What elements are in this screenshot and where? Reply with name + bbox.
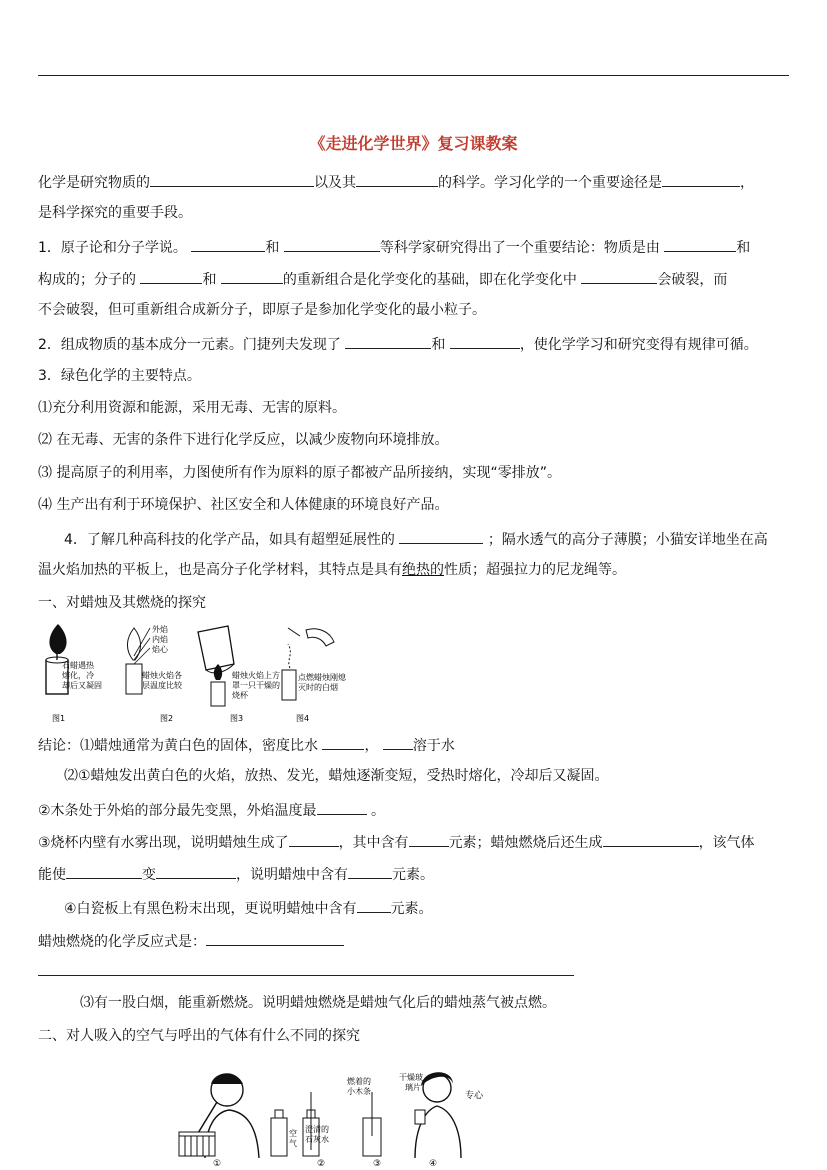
svg-text:③: ③ <box>373 1159 382 1169</box>
conclusion-8: ⑶有一股白烟，能重新燃烧。说明蜡烛燃烧是蜡烛气化后的蜡烛蒸气被点燃。 <box>80 995 556 1011</box>
blank[interactable] <box>156 863 236 879</box>
figure-burning-stick <box>347 1076 381 1169</box>
svg-text:内焰: 内焰 <box>152 635 168 644</box>
svg-text:图4: 图4 <box>296 714 310 723</box>
candle-experiment-figure <box>38 620 346 724</box>
blank[interactable] <box>221 268 283 284</box>
reaction-equation-line: 蜡烛燃烧的化学反应式是： <box>38 930 344 952</box>
svg-text:蜡烛火焰各: 蜡烛火焰各 <box>142 671 182 680</box>
svg-text:空: 空 <box>289 1129 297 1138</box>
svg-text:罩一只干燥的: 罩一只干燥的 <box>232 681 280 690</box>
conclusion-3: ②木条处于外焰的部分最先变黑，外焰温度最 。 <box>38 799 385 821</box>
figure-person-blowing <box>179 1074 259 1170</box>
blank[interactable] <box>664 236 736 252</box>
conclusion-2: ⑵①蜡烛发出黄白色的火焰，放热、发光，蜡烛逐渐变短，受热时熔化，冷却后又凝固。 <box>64 768 609 784</box>
figure-1-candle <box>46 624 102 723</box>
svg-text:图1: 图1 <box>52 714 66 723</box>
conclusion-1: 结论：⑴蜡烛通常为黄白色的固体，密度比水 ， 溶于水 <box>38 734 455 756</box>
svg-text:②: ② <box>317 1159 326 1169</box>
svg-text:①: ① <box>213 1159 222 1169</box>
section-1-heading: 一、对蜡烛及其燃烧的探究 <box>38 595 206 611</box>
blank[interactable] <box>581 268 657 284</box>
svg-text:石蜡遇热: 石蜡遇热 <box>62 661 94 670</box>
p2-line: 2．组成物质的基本成分一元素。门捷列夫发现了 和 ，使化学学习和研究变得有规律可循。 <box>38 333 758 355</box>
blank[interactable] <box>322 734 364 750</box>
blank[interactable] <box>399 528 483 544</box>
figure-3-beaker <box>198 626 280 723</box>
svg-text:澄清的: 澄清的 <box>305 1125 329 1134</box>
p3-item-2: ⑵ 在无毒、无害的条件下进行化学反应，以减少废物向环境排放。 <box>38 432 449 448</box>
svg-text:气: 气 <box>289 1139 297 1148</box>
blank[interactable] <box>284 236 380 252</box>
blank[interactable] <box>150 171 314 187</box>
svg-text:外焰: 外焰 <box>152 625 168 634</box>
blank[interactable] <box>191 236 265 252</box>
page-title: 《走进化学世界》复习课教案 <box>309 134 518 153</box>
section-2-heading: 二、对人吸入的空气与呼出的气体有什么不同的探究 <box>38 1028 360 1044</box>
figure-person-glass <box>399 1072 484 1169</box>
p3-item-3: ⑶ 提高原子的利用率，力图使所有作为原料的原子都被产品所接纳，实现“零排放”。 <box>38 465 561 481</box>
p1-line-2: 构成的；分子的 和 的重新组合是化学变化的基础，即在化学变化中 会破裂，而 <box>38 268 727 290</box>
conclusion-5: 能使 变 ，说明蜡烛中含有 元素。 <box>38 863 434 885</box>
intro-line-2: 是科学探究的重要手段。 <box>38 205 192 221</box>
header-rule <box>38 75 789 76</box>
breath-experiment-figure <box>175 1062 495 1168</box>
conclusion-6: ④白瓷板上有黑色粉末出现，更说明蜡烛中含有 元素。 <box>64 897 433 919</box>
svg-text:④: ④ <box>429 1159 438 1169</box>
svg-text:焰心: 焰心 <box>152 645 168 654</box>
blank[interactable] <box>348 863 392 879</box>
figure-2-flame-layers <box>126 624 183 723</box>
conclusion-4: ③烧杯内壁有水雾出现，说明蜡烛生成了 ，其中含有 元素；蜡烛燃烧后还生成 ，该气体 <box>38 831 755 853</box>
svg-text:干燥玻: 干燥玻 <box>399 1073 423 1082</box>
blank[interactable] <box>317 799 367 815</box>
svg-text:熔化，冷: 熔化，冷 <box>62 671 94 680</box>
blank[interactable] <box>356 171 438 187</box>
figure-4-white-smoke <box>282 628 347 723</box>
p1-line-1: 1．原子论和分子学说。 和 等科学家研究得出了一个重要结论：物质是由 和 <box>38 236 750 258</box>
blank[interactable] <box>409 831 449 847</box>
figure-bottles <box>271 1092 329 1169</box>
answer-rule <box>38 975 574 976</box>
svg-text:层温度比较: 层温度比较 <box>142 681 182 690</box>
blank[interactable] <box>603 831 699 847</box>
svg-text:灭时的白烟: 灭时的白烟 <box>298 683 338 692</box>
svg-text:小木条: 小木条 <box>347 1087 371 1096</box>
svg-text:图2: 图2 <box>160 714 174 723</box>
svg-text:烧杯: 烧杯 <box>232 691 248 700</box>
p4-line-2: 温火焰加热的平板上，也是高分子化学材料，其特点是具有绝热的性质；超强拉力的尼龙绳等。 <box>38 562 626 578</box>
blank[interactable] <box>383 734 413 750</box>
svg-text:蜡烛火焰上方: 蜡烛火焰上方 <box>232 671 280 680</box>
blank[interactable] <box>140 268 202 284</box>
p4-line-1: 4．了解几种高科技的化学产品，如具有超塑延展性的 ；隔水透气的高分子薄膜；小猫安详地坐在高 <box>64 528 768 550</box>
p3-item-1: ⑴充分利用资源和能源，采用无毒、无害的原料。 <box>38 400 346 416</box>
svg-text:璃片: 璃片 <box>405 1083 421 1092</box>
blank[interactable] <box>450 333 520 349</box>
blank[interactable] <box>357 897 391 913</box>
blank[interactable] <box>345 333 431 349</box>
blank[interactable] <box>289 831 339 847</box>
intro-line-1: 化学是研究物质的 以及其 的科学。学习化学的一个重要途径是 ， <box>38 171 754 193</box>
blank[interactable] <box>66 863 142 879</box>
p3-item-4: ⑷ 生产出有利于环境保护、社区安全和人体健康的环境良好产品。 <box>38 497 449 513</box>
blank[interactable] <box>662 171 740 187</box>
svg-text:石灰水: 石灰水 <box>305 1135 329 1144</box>
p3-heading: 3．绿色化学的主要特点。 <box>38 368 201 384</box>
svg-text:专心: 专心 <box>465 1091 484 1101</box>
svg-text:点燃蜡烛刚熄: 点燃蜡烛刚熄 <box>298 673 346 682</box>
p1-line-3: 不会破裂，但可重新组合成新分子，即原子是参加化学变化的最小粒子。 <box>38 302 486 318</box>
svg-text:却后又凝固: 却后又凝固 <box>62 681 102 690</box>
svg-text:图3: 图3 <box>230 714 244 723</box>
svg-text:燃着的: 燃着的 <box>347 1077 371 1086</box>
blank[interactable] <box>206 930 344 946</box>
